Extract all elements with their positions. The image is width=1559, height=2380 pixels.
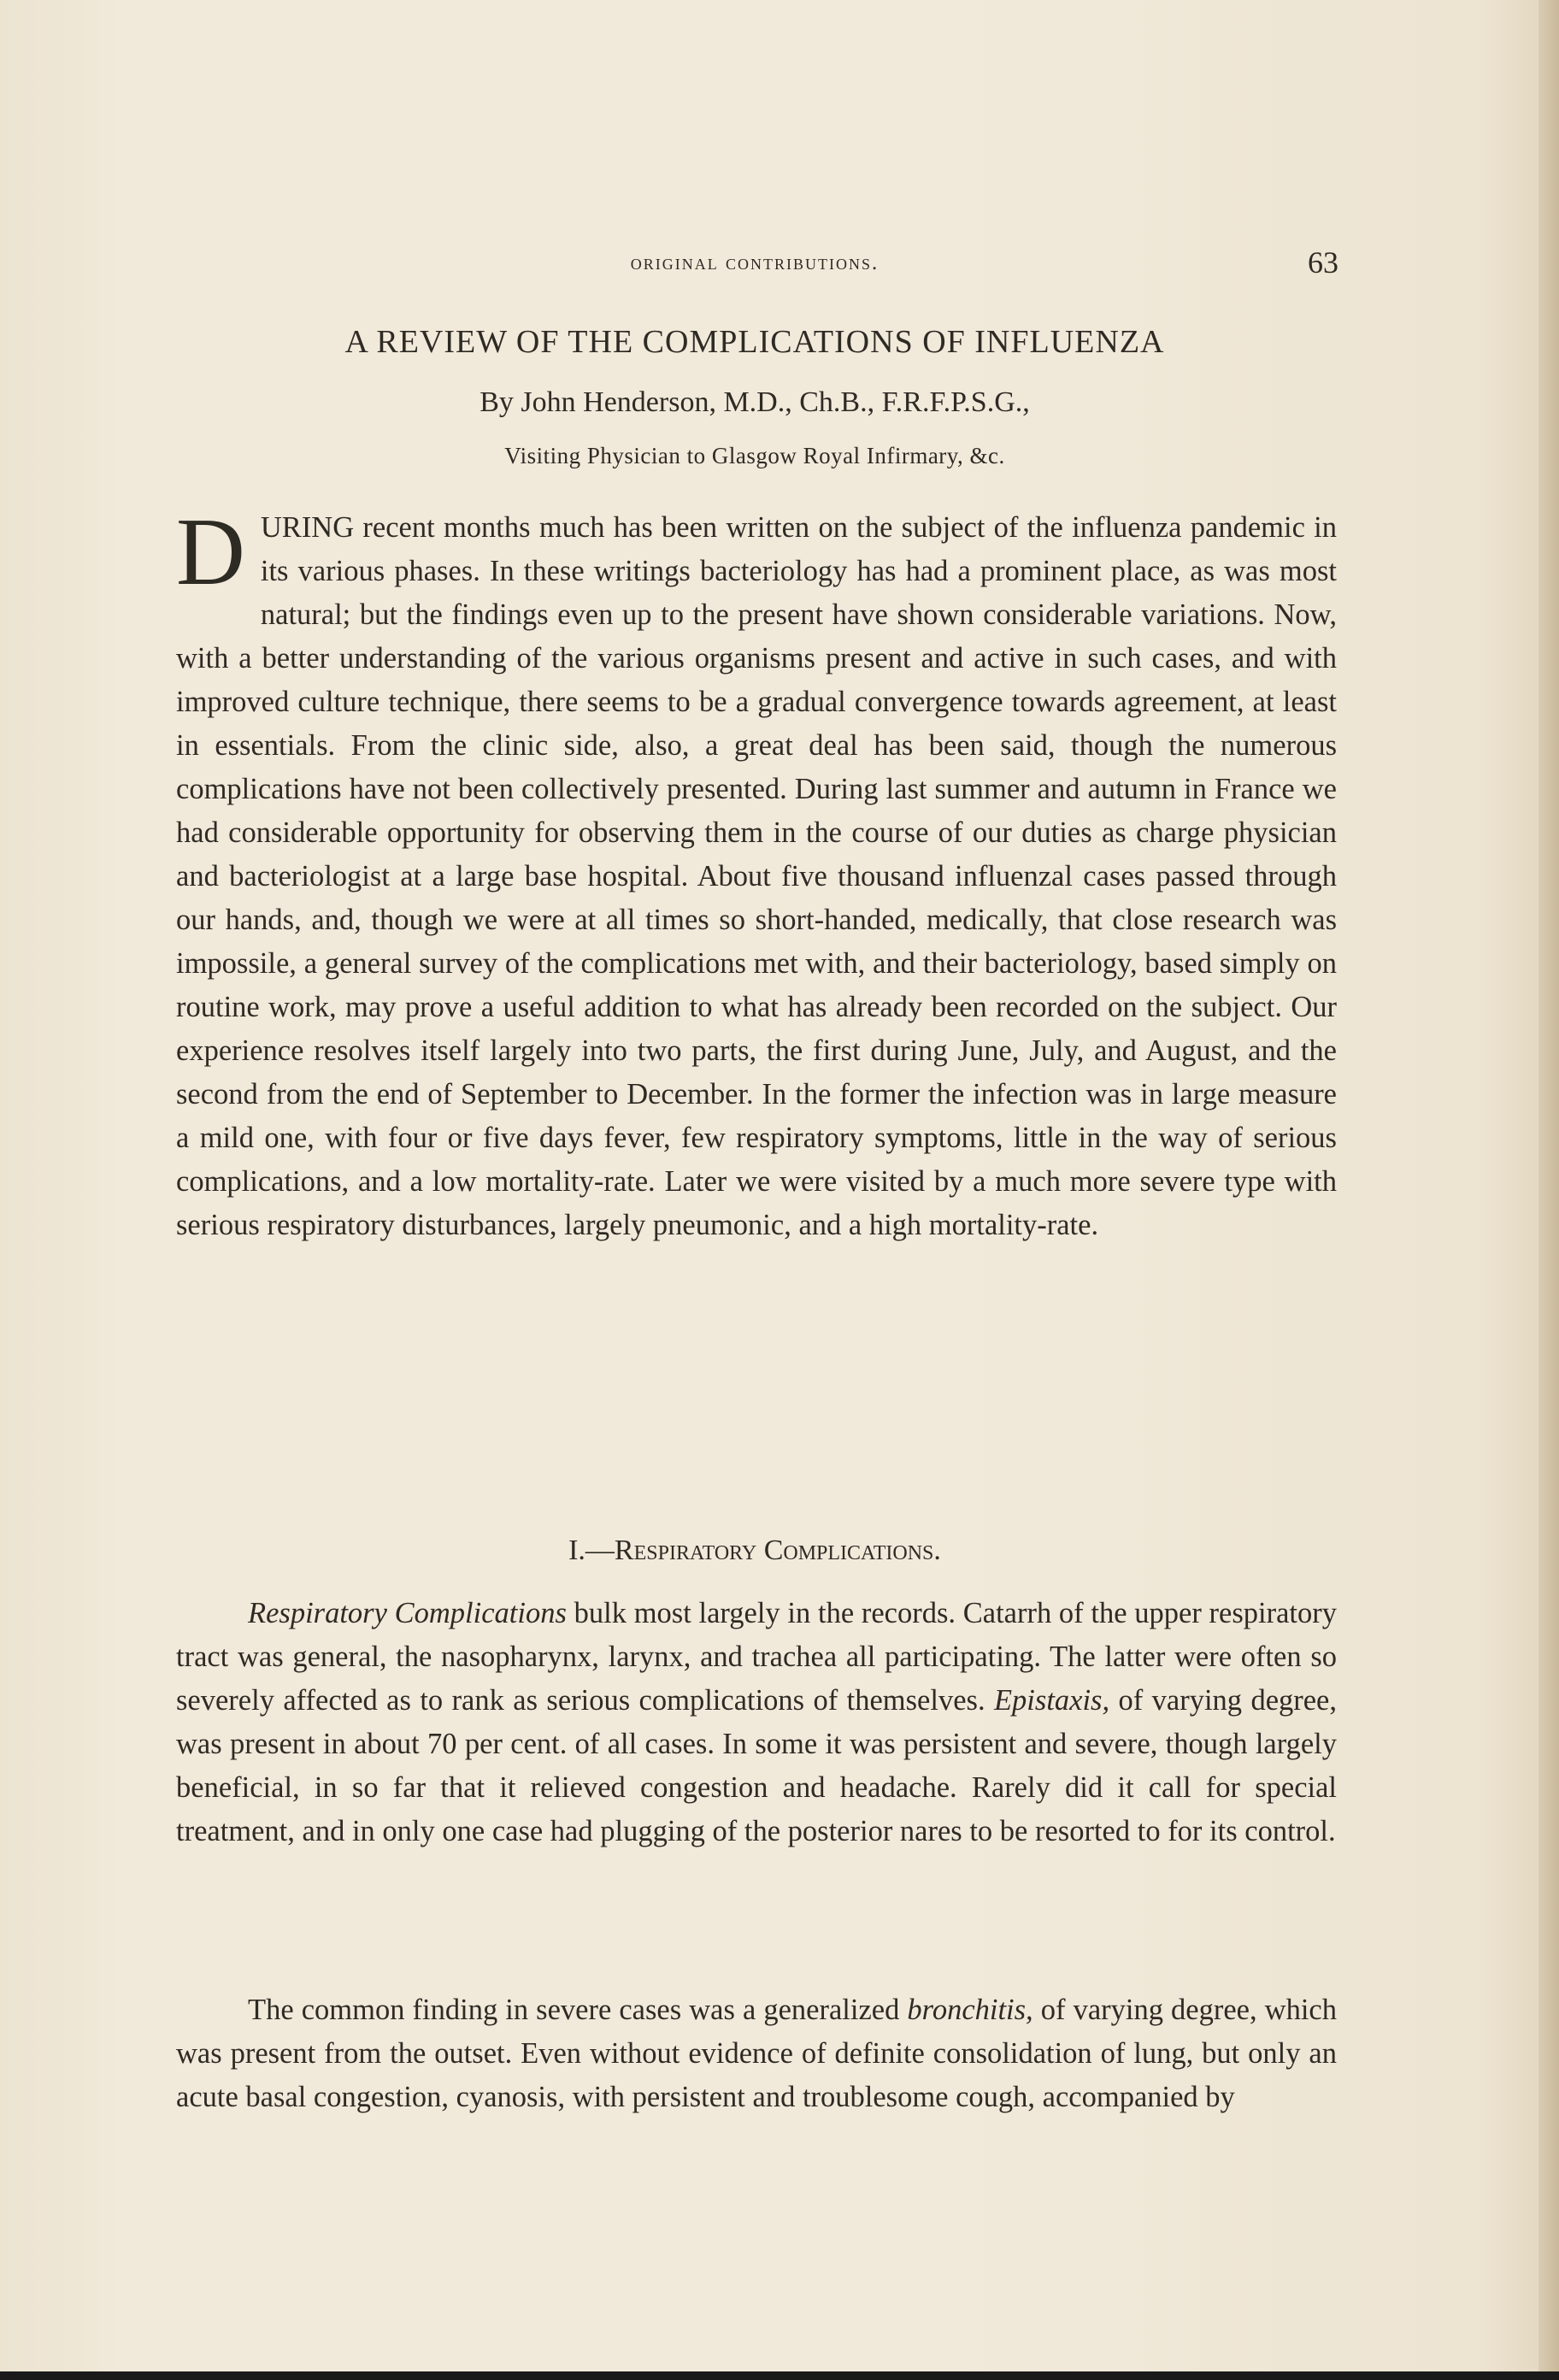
italic-term: Epistaxis, (993, 1684, 1110, 1717)
running-head-title: original contributions. (630, 251, 880, 274)
paragraph-text: of varying degree, was present in about 70 per cent. of all cases. In some it was persistent and severe, though largely beneficial, in so far that it relieved congestion and headache. Rarely did it call for special treatment, and in only one case had plugging of the posterior nares to be resorted to for its control. (176, 1684, 1337, 1847)
section-heading: I.—Respiratory Complications. (568, 1535, 941, 1566)
page-edge-shadow (1538, 0, 1559, 2380)
paragraph-introduction-text: URING recent months much has been written on the subject of the influenza pandemic in its various phases. In these writings bacteriology has had a prominent place, as was most natural; but the findings even up to the present have shown considerable variations. Now, with a better understanding of the various organisms present and active in such cases, and with improved culture technique, there seems to be a gradual convergence towards agreement, at least in essentials. From the clinic side, also, a great deal has been said, though the numerous complications have not been collectively presented. During last summer and autumn in France we had considerable opportunity for observing them in the course of our duties as charge physician and bacteriologist at a large base hospital. About five thousand influenzal cases passed through our hands, and, though we were at all times so short-handed, medically, that close research was impossile, a general survey of the complications met with, and their bacteriology, based simply on routine work, may prove a useful addition to what has already been recorded on the subject. Our experience resolves itself largely into two parts, the first during June, July, and August, and the second from the end of September to December. In the former the infection was in large measure a mild one, with four or five days fever, few respiratory symptoms, little in the way of serious complications, and a low mortality-rate. Later we were visited by a much more severe type with serious respiratory disturbances, largely pneumonic, and a high mortality-rate. (176, 511, 1337, 1241)
paragraph-text: of varying degree, which was present from the outset. Even without evidence of definite consolidation of lung, but only an acute basal congestion, cyanosis, with persistent and troublesome cough, accompanied by (176, 1994, 1337, 2113)
drop-cap: D (176, 499, 245, 605)
paragraph-text: bulk most largely in the records. Catarrh of the upper respiratory tract was general, the nasopharynx, larynx, and trachea all participating. The latter were often so severely affected as to rank as serious complications of themselves. (176, 1597, 1337, 1717)
paragraph-text: The common finding in severe cases was a generalized (248, 1994, 908, 2026)
italic-term: bronchitis, (907, 1994, 1033, 2026)
paragraph-introduction (176, 499, 1337, 1247)
paragraph-bronchitis (176, 1988, 1337, 2119)
author-byline: By John Henderson, M.D., Ch.B., F.R.F.P.S.G., (479, 386, 1030, 418)
bottom-border (0, 2371, 1559, 2380)
running-head (171, 245, 1338, 282)
author-affiliation: Visiting Physician to Glasgow Royal Infirmary, &c. (504, 443, 1005, 468)
page-number: 63 (1308, 245, 1338, 280)
italic-term: Respiratory Complications (248, 1597, 567, 1629)
paragraph-respiratory (176, 1592, 1337, 1853)
article-title: A REVIEW OF THE COMPLICATIONS OF INFLUENZA (344, 324, 1165, 360)
